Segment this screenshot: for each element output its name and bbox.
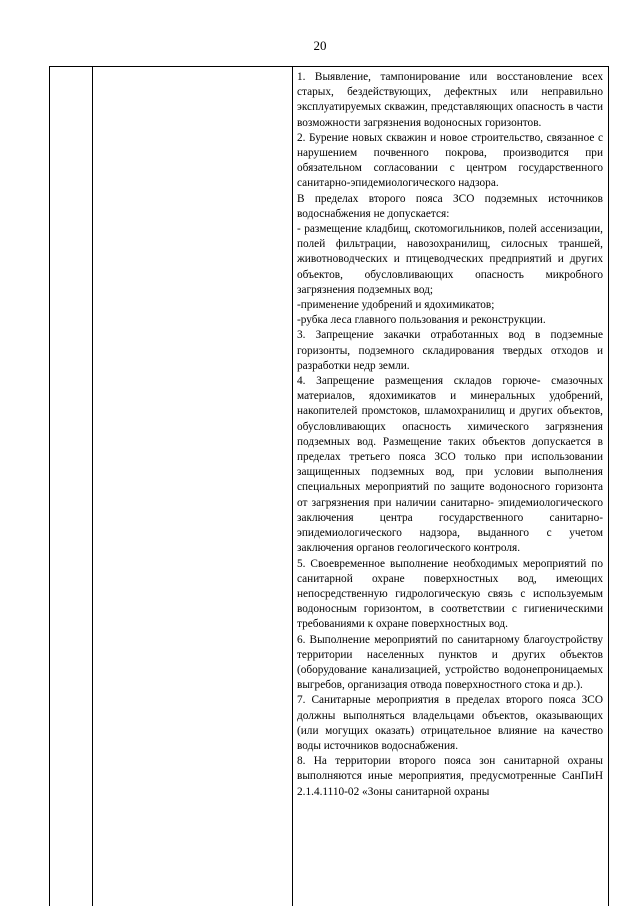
paragraph-10: 6. Выполнение мероприятий по санитарному благоустройству территории населенных пунктов и других объектов (оборудование канализацией, устройство водонепроницаемых выгребов, организация отвода поверхностного стока и др.).: [297, 633, 603, 692]
column-divider-2: [292, 67, 293, 906]
paragraph-8: 4. Запрещение размещения складов горюче- смазочных материалов, ядохимикатов и минеральных удобрений, накопителей промстоков, шламохранилищ и других объектов, обусловливающих опасность химического загрязнения подземных вод. Размещение таких объектов допускается в пределах третьего пояса ЗСО только при использовании защищенных подземных вод, при условии выполнения специальных мероприятий по защите водоносного горизонта от загрязнения при наличии санитарно- эпидемиологического заключения центра государственного санитарно-эпидемиологического надзора, выданного с учетом заключения органов геологического контроля.: [297, 375, 603, 555]
page-number: 20: [313, 38, 327, 53]
paragraph-6: -рубка леса главного пользования и реконструкции.: [297, 314, 546, 327]
paragraph-4: - размещение кладбищ, скотомогильников, полей ассенизации, полей фильтрации, навозохранилищ, силосных траншей, животноводческих и птицеводческих предприятий и других объектов, обусловливающих опасность микробного загрязнения подземных вод;: [297, 223, 603, 296]
paragraph-1: 1. Выявление, тампонирование или восстановление всех старых, бездействующих, дефектных или неправильно эксплуатируемых скважин, представляющих опасность в части возможности загрязнения водоносных горизонтов.: [297, 71, 603, 129]
paragraph-7: 3. Запрещение закачки отработанных вод в подземные горизонты, подземного складирования твердых отходов и разработки недр земли.: [297, 329, 603, 372]
document-table: [49, 66, 609, 906]
paragraph-9: 5. Своевременное выполнение необходимых мероприятий по санитарной охране поверхностных вод, имеющих непосредственную гидрологическую связь с используемым водоносным горизонтом, в соответствии с гигиеническими требованиями к охране поверхностных вод.: [297, 557, 603, 631]
paragraph-11: 7. Санитарные мероприятия в пределах второго пояса ЗСО должны выполняться владельцами объектов, оказывающих (или могущих оказать) отрицательное влияние на качество воды источников водоснабжения.: [297, 694, 603, 752]
column-divider-1: [92, 67, 93, 906]
table-cell-measures: [297, 70, 603, 800]
paragraph-3: В пределах второго пояса ЗСО подземных источников водоснабжения не допускается:: [297, 192, 603, 220]
paragraph-5: -применение удобрений и ядохимикатов;: [297, 299, 495, 312]
paragraph-2: 2. Бурение новых скважин и новое строительство, связанное с нарушением почвенного покрова, производится при обязательном согласовании с центром государственного санитарно-эпидемиологического надзора.: [297, 131, 603, 190]
paragraph-12: 8. На территории второго пояса зон санитарной охраны выполняются иные мероприятия, предусмотренные СанПиН 2.1.4.1110-02 «Зоны санитарной охраны: [297, 755, 603, 798]
